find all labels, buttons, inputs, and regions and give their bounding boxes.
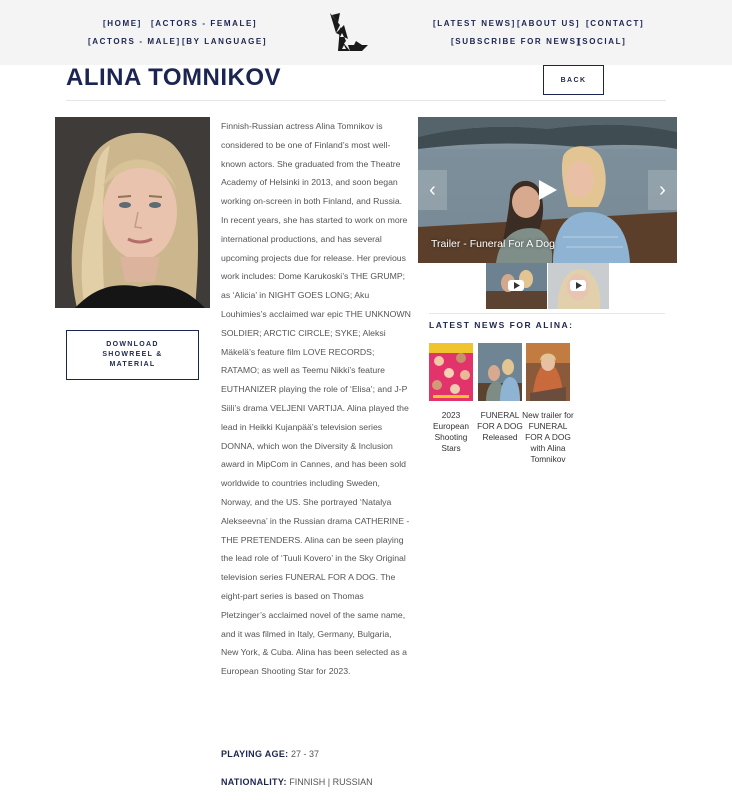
nav-about-us[interactable]: [ABOUT US] [517, 19, 581, 28]
chevron-left-icon[interactable]: ‹ [418, 170, 447, 210]
divider [429, 313, 665, 314]
news-heading: LATEST NEWS FOR ALINA: [429, 320, 574, 330]
nav-actors-female[interactable]: [ACTORS - FEMALE] [151, 19, 258, 28]
fact-label: NATIONALITY: [221, 777, 287, 787]
actor-portrait [55, 117, 210, 308]
news-item-title[interactable]: 2023 European Shooting Stars [433, 410, 469, 453]
nav-social[interactable]: [SOCIAL] [578, 37, 627, 46]
nav-latest-news[interactable]: [LATEST NEWS] [433, 19, 516, 28]
nav-subscribe[interactable]: [SUBSCRIBE FOR NEWS] [451, 37, 581, 46]
actor-bio: Finnish-Russian actress Alina Tomnikov is considered to be one of Finland’s most well-known actors. She graduated from the Theatre Academy of Helsinki in 2013, and soon began working on-screen in both Finland, and Russia. In recent years, she has started to work on more international productions, and has several upcoming projects due for release. Her previous work includes: Dome Karukoski’s THE GRUMP; as ‘Alicia’ in NIGHT GOES LONG; Aku Louhimies’s acclaimed war epic THE UNKNOWN SOLDIER; ARCTIC CIRCLE; SYKE; Aleksi Mäkelä’s feature film LOVE RECORDS; RATAMO; as well as Teemu Nikki’s feature EUTHANIZER playing the role of ‘Elisa’; and J-P Siili’s drama VELJENI VARTIJA. Alina played the lead in Heikki Kujanpää’s television series DONNA, which won the Diversity & Inclusion award in MipCom in Cannes, and has been sold worldwide to countries including Sweden, Norway, and the US. She portrayed ‘Natalya Alekseevna’ in the Russian drama CATHERINE - THE PRETENDERS. Alina can be seen playing the lead role of ‘Tuuli Kovero’ in the Sky Original television series FUNERAL FOR A DOG. The eight-part series is based on Thomas Pletzinger’s acclaimed novel of the same name, and it was filmed in Italy, Germany, Bulgaria, New York, & Cuba. Alina has been selected as a European Shooting Star for 2023. [221, 121, 411, 677]
video-thumbnail[interactable] [548, 263, 609, 309]
news-item-title[interactable]: New trailer for FUNERAL FOR A DOG with Alina Tomnikov [522, 410, 574, 464]
nav-actors-male[interactable]: [ACTORS - MALE] [88, 37, 181, 46]
news-item[interactable] [522, 343, 574, 464]
divider [66, 100, 666, 101]
news-item[interactable] [477, 343, 523, 442]
download-showreel-button[interactable]: DOWNLOAD SHOWREEL & MATERIAL [66, 330, 199, 380]
nationality [221, 777, 373, 787]
nav-contact[interactable]: [CONTACT] [586, 19, 645, 28]
back-button[interactable]: BACK [543, 65, 604, 95]
chevron-right-icon[interactable]: › [648, 170, 677, 210]
fact-value: 27 - 37 [290, 749, 319, 759]
site-header [0, 0, 732, 65]
video-thumbnail[interactable] [486, 263, 547, 309]
play-icon[interactable] [535, 178, 559, 202]
news-thumbnail[interactable] [478, 343, 522, 401]
nav-home[interactable]: [HOME] [103, 19, 142, 28]
news-thumbnail[interactable] [429, 343, 473, 401]
page-title: ALINA TOMNIKOV [66, 64, 281, 91]
fact-value: FINNISH | RUSSIAN [289, 777, 373, 787]
nav-by-language[interactable]: [BY LANGUAGE] [182, 37, 268, 46]
news-item[interactable] [429, 343, 473, 453]
news-thumbnail[interactable] [526, 343, 570, 401]
logo-icon[interactable] [326, 11, 370, 53]
playing-age [221, 749, 319, 759]
video-caption: Trailer - Funeral For A Dog [431, 238, 555, 250]
news-item-title[interactable]: FUNERAL FOR A DOG Released [477, 410, 523, 442]
fact-label: PLAYING AGE: [221, 749, 289, 759]
